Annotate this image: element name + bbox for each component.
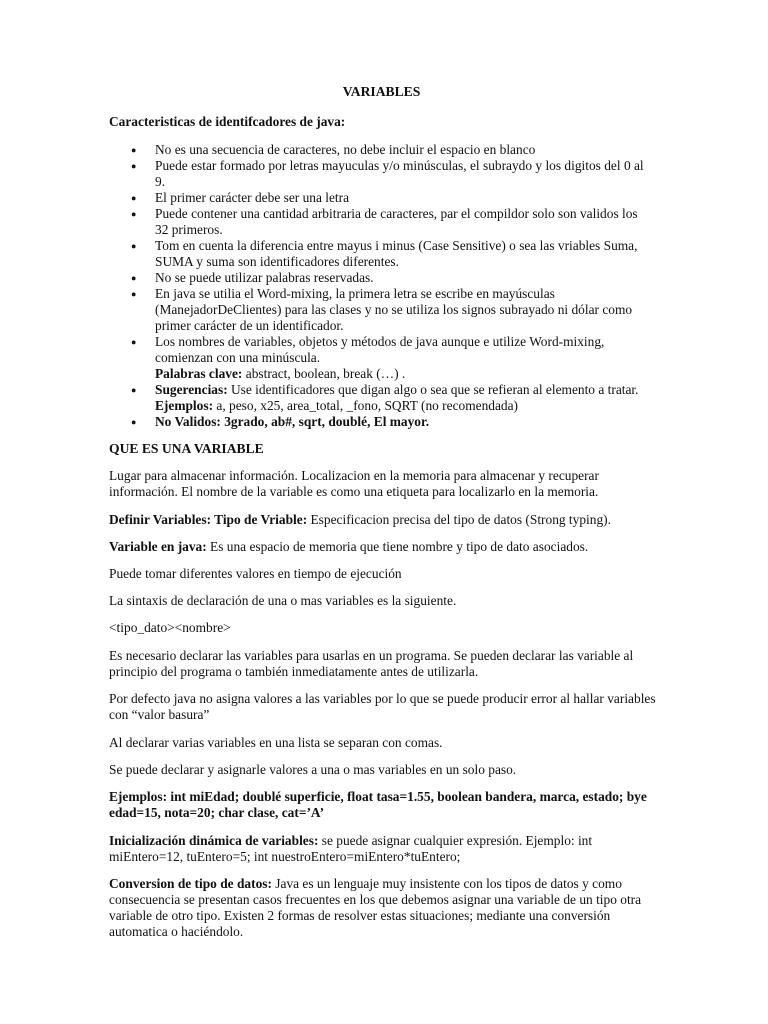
paragraph: Es necesario declarar las variables para usarlas en un programa. Se pueden declarar las variable al principio del programa o también inmediatamente antes de utilizarla. [109,648,634,679]
section-title: QUE ES UNA VARIABLE [109,441,264,456]
paragraph: Inicialización dinámica de variables: se puede asignar cualquier expresión. Ejemplo: int miEntero=12, tuEntero=5; int nuestroEntero=miEntero*tuEntero; [109,833,593,864]
list-item: ● Los nombres de variables, objetos y métodos de java aunque e utilize Word-mixing, comienzan con una minúscula. Palabras clave: abstract, boolean, break (…) . [109,334,654,382]
paragraph: Variable en java: Es una espacio de memoria que tiene nombre y tipo de dato asociados. [109,539,589,554]
list-item: ● Puede contener una cantidad arbitraria de caracteres, par el compildor solo son validos los 32 primeros. [109,206,654,238]
page-title: VARIABLES [342,84,421,99]
paragraph: Ejemplos: int miEdad; doublé superficie, float tasa=1.55, boolean bandera, marca, estado; bye edad=15, nota=20; char clase, cat=’A’ [109,789,647,820]
list-item: ● En java se utilia el Word-mixing, la primera letra se escribe en mayúsculas (ManejadorDeClientes) para las clases y no se utiliza los signos subrayado ni dólar como primer carácter de un identificador. [109,286,654,334]
paragraph: Conversion de tipo de datos: Java es un lenguaje muy insistente con los tipos de datos y como consecuencia se presentan casos frecuentes en los que debemos asignar una variable de un tipo otra variable de otro tipo. Existen 2 formas de resolver estas situaciones; mediante una conversión automatica o haciéndolo. [109,876,642,939]
paragraph: <tipo_dato><nombre> [109,620,231,635]
list-item: ● No se puede utilizar palabras reservadas. [109,270,654,286]
list-item: ● Sugerencias: Use identificadores que digan algo o sea que se refieran al elemento a tratar. Ejemplos: a, peso, x25, area_total, _fono, SQRT (no recomendada) [109,382,654,414]
list-item: ● No es una secuencia de caracteres, no debe incluir el espacio en blanco [109,142,654,158]
identifier-rules-list [109,142,654,430]
paragraph: Por defecto java no asigna valores a las variables por lo que se puede producir error al hallar variables con “valor basura” [109,691,656,722]
paragraph: La sintaxis de declaración de una o mas variables es la siguiente. [109,593,457,608]
list-item: ● El primer carácter debe ser una letra [109,190,654,206]
paragraph: Lugar para almacenar información. Localizacion en la memoria para almacenar y recuperar información. El nombre de la variable es como una etiqueta para localizarlo en la memoria. [109,468,599,499]
paragraph: Se puede declarar y asignarle valores a una o mas variables en un solo paso. [109,762,517,777]
paragraph: Puede tomar diferentes valores en tiempo de ejecución [109,566,402,581]
paragraph: Al declarar varias variables en una lista se separan con comas. [109,735,443,750]
list-item: ● No Validos: 3grado, ab#, sqrt, doublé, El mayor. [109,414,654,430]
paragraph: Definir Variables: Tipo de Vriable: Especificacion precisa del tipo de datos (Strong typing). [109,512,611,527]
list-item: ● Puede estar formado por letras mayuculas y/o minúsculas, el subraydo y los digitos del 0 al 9. [109,158,654,190]
list-item: ● Tom en cuenta la diferencia entre mayus i minus (Case Sensitive) o sea las vriables Suma, SUMA y suma son identificadores diferentes. [109,238,654,270]
subtitle: Caracteristicas de identifcadores de java: [109,114,346,129]
